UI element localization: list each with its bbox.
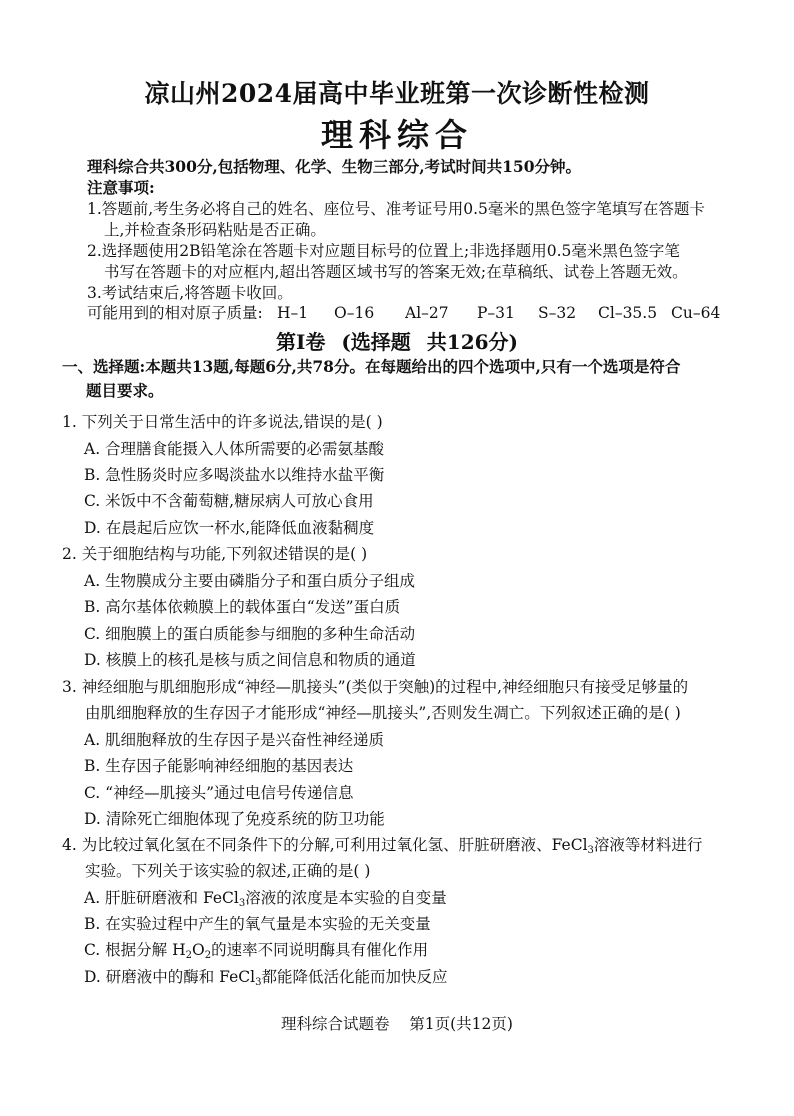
option-text: 都能降低活化能而加快反应 [261,968,448,986]
subject-title: 理科综合 [320,116,473,154]
notice-heading: 注意事项: [87,178,155,197]
section-total: 共126分) [426,330,519,354]
atomic-mass-item: O–16 [334,304,375,322]
option-text: C. 根据分解 H [84,941,186,959]
notice-item-1-cont: 上,并检查条形码粘贴是否正确。 [104,221,326,239]
question-3-option-d: D. 清除死亡细胞体现了免疫系统的防卫功能 [84,810,385,828]
question-4-option-c [84,939,428,961]
question-2-option-a: A. 生物膜成分主要由磷脂分子和蛋白质分子组成 [84,572,416,590]
question-1-option-c: C. 米饭中不含葡萄糖,糖尿病人可放心食用 [84,492,374,510]
question-3-stem-cont: 由肌细胞释放的生存因子才能形成“神经—肌接头”,否则发生凋亡。下列叙述正确的是( ) [85,704,681,722]
instruction-line-1: 一、选择题:本题共13题,每题6分,共78分。在每题给出的四个选项中,只有一个选项是符合 [62,357,681,376]
notice-item-2: 2.选择题使用2B铅笔涂在答题卡对应题目标号的位置上;非选择题用0.5毫米黑色签字笔 [87,242,680,260]
question-4-stem [62,834,702,856]
notice-item-3: 3.考试结束后,将答题卡收回。 [87,284,293,302]
question-2-option-c: C. 细胞膜上的蛋白质能参与细胞的多种生命活动 [84,625,416,643]
intro-text: 理科综合共300分,包括物理、化学、生物三部分,考试时间共150分钟。 [87,157,582,176]
section-part: 第Ⅰ卷 [275,330,326,354]
question-1-option-a: A. 合理膳食能摄入人体所需要的必需氨基酸 [84,440,385,458]
question-4-stem-pre: 4. 为比较过氧化氢在不同条件下的分解,可利用过氧化氢、肝脏研磨液、FeCl [62,836,588,854]
atomic-mass-item: Al–27 [405,304,449,322]
atomic-mass-item: P–31 [477,304,515,322]
question-2-option-b: B. 高尔基体依赖膜上的载体蛋白“发送”蛋白质 [84,598,401,616]
atomic-mass-item: Cl–35.5 [598,304,658,322]
instruction-line-2: 题目要求。 [86,381,164,400]
atomic-mass-item: S–32 [538,304,577,322]
subscript: 2 [204,950,212,961]
subscript: 3 [255,977,262,988]
subscript: 2 [185,950,192,961]
atomic-mass-item: Cu–64 [671,304,721,322]
subscript: 3 [587,845,594,856]
question-4-stem-post: 溶液等材料进行 [593,836,703,854]
question-3-option-a: A. 肌细胞释放的生存因子是兴奋性神经递质 [84,731,385,749]
option-text: O [191,941,205,959]
option-text: 溶液的浓度是本实验的自变量 [245,889,447,907]
question-2-option-d: D. 核膜上的核孔是核与质之间信息和物质的通道 [84,651,416,669]
page-footer: 理科综合试题卷 第1页(共12页) [281,1015,513,1033]
question-3-option-b: B. 生存因子能影响神经细胞的基因表达 [84,757,354,775]
question-4-stem-cont: 实验。下列关于该实验的叙述,正确的是( ) [85,862,371,880]
question-3-stem: 3. 神经细胞与肌细胞形成“神经—肌接头”(类似于突触)的过程中,神经细胞只有接受足够量的 [62,678,689,696]
question-4-option-b: B. 在实验过程中产生的氧气量是本实验的无关变量 [84,915,431,933]
question-2-stem: 2. 关于细胞结构与功能,下列叙述错误的是( ) [62,545,368,563]
exam-title: 凉山州2024届高中毕业班第一次诊断性检测 [144,79,650,108]
question-1-option-d: D. 在晨起后应饮一杯水,能降低血液黏稠度 [84,519,375,537]
section-heading [0,326,794,355]
question-1-stem: 1. 下列关于日常生活中的许多说法,错误的是( ) [62,413,383,431]
option-text: A. 肝脏研磨液和 FeCl [84,889,239,907]
question-3-option-c: C. “神经—肌接头”通过电信号传递信息 [84,784,354,802]
atomic-mass-label: 可能用到的相对原子质量: [87,304,263,322]
option-text: 的速率不同说明酶具有催化作用 [211,941,429,959]
question-4-option-d [84,966,447,988]
atomic-mass-item: H–1 [277,304,309,322]
question-4-option-a [84,887,447,909]
subscript: 3 [238,898,246,909]
notice-item-1: 1.答题前,考生务必将自己的姓名、座位号、准考证号用0.5毫米的黑色签字笔填写在答题卡 [87,200,705,218]
question-1-option-b: B. 急性肠炎时应多喝淡盐水以维持水盐平衡 [84,466,385,484]
option-text: D. 研磨液中的酶和 FeCl [84,968,256,986]
section-type: (选择题 [341,330,411,354]
notice-item-2-cont: 书写在答题卡的对应框内,超出答题区域书写的答案无效;在草稿纸、试卷上答题无效。 [104,263,688,281]
